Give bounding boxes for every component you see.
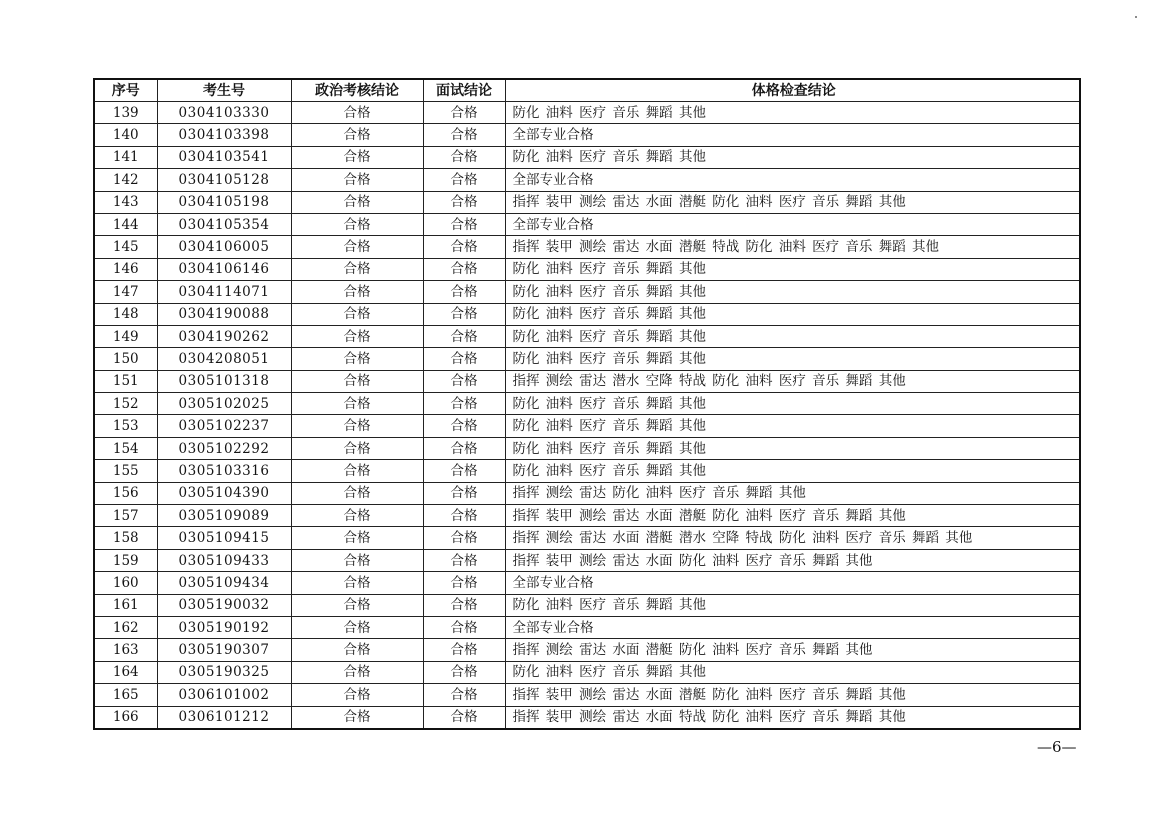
cell-physical-exam: 防化 油料 医疗 音乐 舞蹈 其他 (505, 258, 1080, 280)
table-header-row (94, 79, 1080, 102)
header-seq: 序号 (94, 79, 157, 102)
cell-physical-exam: 防化 油料 医疗 音乐 舞蹈 其他 (505, 348, 1080, 370)
table-row (94, 572, 1080, 594)
cell-political-review: 合格 (291, 460, 423, 482)
table-row (94, 482, 1080, 504)
cell-interview: 合格 (423, 639, 505, 661)
cell-exam-no: 0305102237 (157, 415, 291, 437)
table-row (94, 616, 1080, 638)
results-table (93, 78, 1081, 730)
cell-interview: 合格 (423, 527, 505, 549)
cell-physical-exam: 防化 油料 医疗 音乐 舞蹈 其他 (505, 303, 1080, 325)
cell-interview: 合格 (423, 102, 505, 124)
cell-exam-no: 0305190307 (157, 639, 291, 661)
cell-seq: 163 (94, 639, 157, 661)
header-political-review: 政治考核结论 (291, 79, 423, 102)
cell-exam-no: 0305104390 (157, 482, 291, 504)
cell-interview: 合格 (423, 661, 505, 683)
table-row (94, 437, 1080, 459)
table-row (94, 393, 1080, 415)
cell-exam-no: 0304114071 (157, 281, 291, 303)
cell-political-review: 合格 (291, 191, 423, 213)
table-row (94, 236, 1080, 258)
cell-exam-no: 0305101318 (157, 370, 291, 392)
cell-interview: 合格 (423, 325, 505, 347)
cell-seq: 142 (94, 169, 157, 191)
cell-political-review: 合格 (291, 415, 423, 437)
cell-physical-exam: 指挥 装甲 测绘 雷达 水面 防化 油料 医疗 音乐 舞蹈 其他 (505, 549, 1080, 571)
cell-exam-no: 0304106146 (157, 258, 291, 280)
cell-interview: 合格 (423, 191, 505, 213)
cell-seq: 164 (94, 661, 157, 683)
cell-physical-exam: 指挥 测绘 雷达 防化 油料 医疗 音乐 舞蹈 其他 (505, 482, 1080, 504)
cell-seq: 145 (94, 236, 157, 258)
cell-interview: 合格 (423, 572, 505, 594)
cell-physical-exam: 防化 油料 医疗 音乐 舞蹈 其他 (505, 146, 1080, 168)
cell-exam-no: 0305109089 (157, 505, 291, 527)
cell-seq: 144 (94, 213, 157, 235)
table-row (94, 169, 1080, 191)
cell-exam-no: 0304103330 (157, 102, 291, 124)
header-interview: 面试结论 (423, 79, 505, 102)
cell-interview: 合格 (423, 616, 505, 638)
table-row (94, 549, 1080, 571)
cell-exam-no: 0305102025 (157, 393, 291, 415)
cell-political-review: 合格 (291, 325, 423, 347)
cell-interview: 合格 (423, 505, 505, 527)
cell-seq: 141 (94, 146, 157, 168)
table-row (94, 684, 1080, 706)
table-row (94, 370, 1080, 392)
cell-seq: 157 (94, 505, 157, 527)
cell-exam-no: 0305109434 (157, 572, 291, 594)
cell-interview: 合格 (423, 370, 505, 392)
cell-political-review: 合格 (291, 661, 423, 683)
cell-exam-no: 0305190192 (157, 616, 291, 638)
cell-physical-exam: 指挥 测绘 雷达 水面 潜艇 防化 油料 医疗 音乐 舞蹈 其他 (505, 639, 1080, 661)
cell-exam-no: 0304105128 (157, 169, 291, 191)
cell-exam-no: 0306101212 (157, 706, 291, 729)
table-row (94, 213, 1080, 235)
cell-exam-no: 0304208051 (157, 348, 291, 370)
cell-interview: 合格 (423, 684, 505, 706)
cell-political-review: 合格 (291, 102, 423, 124)
header-exam-no: 考生号 (157, 79, 291, 102)
cell-physical-exam: 防化 油料 医疗 音乐 舞蹈 其他 (505, 415, 1080, 437)
cell-seq: 150 (94, 348, 157, 370)
cell-political-review: 合格 (291, 527, 423, 549)
corner-dot (1135, 16, 1137, 18)
cell-interview: 合格 (423, 460, 505, 482)
table-row (94, 661, 1080, 683)
cell-interview: 合格 (423, 549, 505, 571)
cell-physical-exam: 全部专业合格 (505, 213, 1080, 235)
table-row (94, 415, 1080, 437)
cell-seq: 151 (94, 370, 157, 392)
cell-political-review: 合格 (291, 146, 423, 168)
cell-exam-no: 0304105354 (157, 213, 291, 235)
cell-political-review: 合格 (291, 706, 423, 729)
table-row (94, 594, 1080, 616)
cell-exam-no: 0306101002 (157, 684, 291, 706)
table-row (94, 706, 1080, 729)
table-row (94, 527, 1080, 549)
cell-physical-exam: 全部专业合格 (505, 124, 1080, 146)
cell-seq: 162 (94, 616, 157, 638)
cell-exam-no: 0305102292 (157, 437, 291, 459)
table-row (94, 303, 1080, 325)
cell-physical-exam: 全部专业合格 (505, 169, 1080, 191)
cell-political-review: 合格 (291, 281, 423, 303)
cell-seq: 165 (94, 684, 157, 706)
table-row (94, 505, 1080, 527)
cell-seq: 161 (94, 594, 157, 616)
cell-exam-no: 0304103398 (157, 124, 291, 146)
cell-interview: 合格 (423, 124, 505, 146)
cell-exam-no: 0305103316 (157, 460, 291, 482)
cell-physical-exam: 指挥 装甲 测绘 雷达 水面 潜艇 防化 油料 医疗 音乐 舞蹈 其他 (505, 191, 1080, 213)
table-row (94, 639, 1080, 661)
cell-seq: 140 (94, 124, 157, 146)
table-row (94, 325, 1080, 347)
cell-political-review: 合格 (291, 639, 423, 661)
cell-interview: 合格 (423, 236, 505, 258)
cell-seq: 153 (94, 415, 157, 437)
table-row (94, 258, 1080, 280)
table-row (94, 146, 1080, 168)
cell-political-review: 合格 (291, 393, 423, 415)
cell-seq: 155 (94, 460, 157, 482)
cell-seq: 160 (94, 572, 157, 594)
table-row (94, 102, 1080, 124)
cell-political-review: 合格 (291, 549, 423, 571)
cell-physical-exam: 防化 油料 医疗 音乐 舞蹈 其他 (505, 661, 1080, 683)
cell-physical-exam: 防化 油料 医疗 音乐 舞蹈 其他 (505, 102, 1080, 124)
cell-interview: 合格 (423, 393, 505, 415)
cell-exam-no: 0304105198 (157, 191, 291, 213)
cell-seq: 149 (94, 325, 157, 347)
cell-physical-exam: 指挥 测绘 雷达 潜水 空降 特战 防化 油料 医疗 音乐 舞蹈 其他 (505, 370, 1080, 392)
table-row (94, 124, 1080, 146)
cell-political-review: 合格 (291, 594, 423, 616)
cell-political-review: 合格 (291, 236, 423, 258)
cell-interview: 合格 (423, 482, 505, 504)
cell-political-review: 合格 (291, 505, 423, 527)
cell-interview: 合格 (423, 169, 505, 191)
cell-political-review: 合格 (291, 437, 423, 459)
cell-interview: 合格 (423, 146, 505, 168)
cell-exam-no: 0304190088 (157, 303, 291, 325)
cell-physical-exam: 防化 油料 医疗 音乐 舞蹈 其他 (505, 437, 1080, 459)
cell-physical-exam: 防化 油料 医疗 音乐 舞蹈 其他 (505, 393, 1080, 415)
cell-physical-exam: 防化 油料 医疗 音乐 舞蹈 其他 (505, 281, 1080, 303)
table-body (94, 102, 1080, 729)
cell-physical-exam: 防化 油料 医疗 音乐 舞蹈 其他 (505, 594, 1080, 616)
cell-seq: 148 (94, 303, 157, 325)
cell-seq: 147 (94, 281, 157, 303)
cell-interview: 合格 (423, 415, 505, 437)
cell-interview: 合格 (423, 213, 505, 235)
cell-exam-no: 0305190325 (157, 661, 291, 683)
cell-physical-exam: 全部专业合格 (505, 572, 1080, 594)
cell-interview: 合格 (423, 594, 505, 616)
cell-exam-no: 0304103541 (157, 146, 291, 168)
table-row (94, 191, 1080, 213)
cell-interview: 合格 (423, 348, 505, 370)
cell-political-review: 合格 (291, 258, 423, 280)
cell-seq: 154 (94, 437, 157, 459)
cell-physical-exam: 防化 油料 医疗 音乐 舞蹈 其他 (505, 460, 1080, 482)
cell-physical-exam: 指挥 装甲 测绘 雷达 水面 潜艇 特战 防化 油料 医疗 音乐 舞蹈 其他 (505, 236, 1080, 258)
cell-physical-exam: 指挥 装甲 测绘 雷达 水面 特战 防化 油料 医疗 音乐 舞蹈 其他 (505, 706, 1080, 729)
cell-physical-exam: 指挥 装甲 测绘 雷达 水面 潜艇 防化 油料 医疗 音乐 舞蹈 其他 (505, 505, 1080, 527)
cell-political-review: 合格 (291, 124, 423, 146)
page-number: —6— (1037, 738, 1077, 756)
cell-exam-no: 0304190262 (157, 325, 291, 347)
cell-physical-exam: 防化 油料 医疗 音乐 舞蹈 其他 (505, 325, 1080, 347)
cell-political-review: 合格 (291, 169, 423, 191)
cell-physical-exam: 全部专业合格 (505, 616, 1080, 638)
cell-exam-no: 0305109433 (157, 549, 291, 571)
table-row (94, 348, 1080, 370)
cell-political-review: 合格 (291, 616, 423, 638)
cell-political-review: 合格 (291, 370, 423, 392)
cell-physical-exam: 指挥 测绘 雷达 水面 潜艇 潜水 空降 特战 防化 油料 医疗 音乐 舞蹈 其他 (505, 527, 1080, 549)
table-row (94, 281, 1080, 303)
cell-political-review: 合格 (291, 303, 423, 325)
cell-interview: 合格 (423, 437, 505, 459)
cell-political-review: 合格 (291, 572, 423, 594)
cell-political-review: 合格 (291, 213, 423, 235)
cell-seq: 166 (94, 706, 157, 729)
cell-interview: 合格 (423, 303, 505, 325)
cell-seq: 139 (94, 102, 157, 124)
cell-exam-no: 0305190032 (157, 594, 291, 616)
header-physical-exam: 体格检查结论 (505, 79, 1080, 102)
cell-political-review: 合格 (291, 684, 423, 706)
cell-seq: 152 (94, 393, 157, 415)
cell-interview: 合格 (423, 258, 505, 280)
cell-interview: 合格 (423, 706, 505, 729)
cell-political-review: 合格 (291, 348, 423, 370)
cell-exam-no: 0304106005 (157, 236, 291, 258)
cell-physical-exam: 指挥 装甲 测绘 雷达 水面 潜艇 防化 油料 医疗 音乐 舞蹈 其他 (505, 684, 1080, 706)
cell-seq: 143 (94, 191, 157, 213)
cell-political-review: 合格 (291, 482, 423, 504)
table-row (94, 460, 1080, 482)
cell-seq: 146 (94, 258, 157, 280)
cell-seq: 158 (94, 527, 157, 549)
cell-exam-no: 0305109415 (157, 527, 291, 549)
cell-seq: 156 (94, 482, 157, 504)
cell-seq: 159 (94, 549, 157, 571)
cell-interview: 合格 (423, 281, 505, 303)
